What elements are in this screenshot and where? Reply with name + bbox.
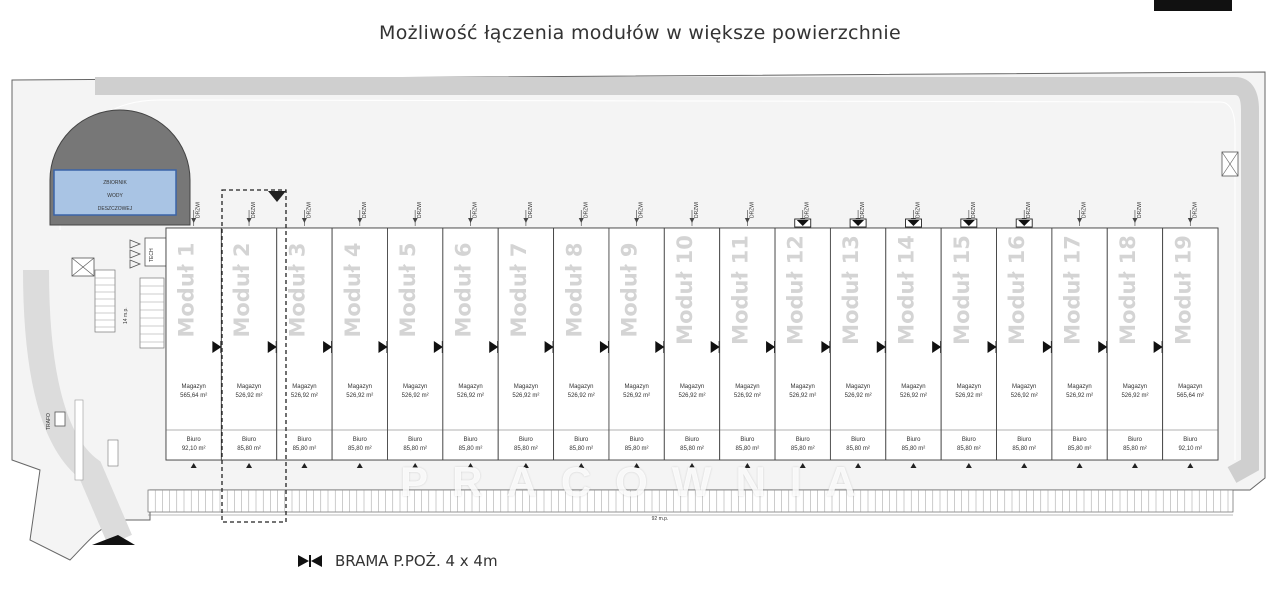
- tech-label: TECH: [149, 248, 155, 262]
- biuro-area: 85,80 m²: [569, 446, 594, 452]
- loading-dock-icon: [850, 219, 866, 227]
- page-title: Możliwość łączenia modułów w większe powierzchnie: [379, 22, 901, 44]
- biuro-label: Biuro: [463, 437, 478, 443]
- door-label: DRZWI: [638, 201, 645, 218]
- biuro-label: Biuro: [906, 437, 921, 443]
- magazyn-area: 526,92 m²: [789, 393, 817, 399]
- door-label: DRZWI: [1081, 201, 1088, 218]
- module-name: Moduł 1: [174, 242, 199, 338]
- tank-label-1: ZBIORNIK: [103, 180, 127, 186]
- door-label: DRZWI: [694, 201, 700, 218]
- biuro-area: 85,80 m²: [403, 446, 428, 452]
- trafo-box: [55, 412, 65, 426]
- magazyn-label: Magazyn: [402, 384, 428, 390]
- biuro-area: 85,80 m²: [1067, 446, 1092, 452]
- door-label: DRZWI: [417, 201, 424, 218]
- bottom-parking: [148, 490, 1233, 515]
- door-label: DRZWI: [970, 201, 977, 218]
- biuro-area: 85,80 m²: [846, 446, 870, 452]
- magazyn-label: Magazyn: [845, 384, 871, 390]
- biuro-label: Biuro: [961, 437, 976, 443]
- biuro-area: 85,80 m²: [237, 446, 261, 452]
- module-18: [1107, 202, 1171, 468]
- loading-dock-icon: [795, 219, 811, 227]
- magazyn-label: Magazyn: [1122, 384, 1148, 390]
- biuro-label: Biuro: [574, 437, 589, 443]
- biuro-area: 85,80 m²: [956, 446, 981, 452]
- module-2: [221, 202, 285, 468]
- magazyn-label: Magazyn: [624, 384, 649, 390]
- loading-dock-icon: [905, 219, 921, 227]
- magazyn-label: Magazyn: [181, 384, 206, 390]
- door-label: DRZWI: [195, 201, 202, 218]
- module-name: Moduł 5: [396, 242, 421, 338]
- module-name: Moduł 16: [1005, 235, 1030, 345]
- magazyn-label: Magazyn: [569, 384, 594, 390]
- biuro-label: Biuro: [1127, 437, 1142, 443]
- biuro-area: 85,80 m²: [790, 446, 815, 452]
- watermark: PRACOWNIA: [400, 458, 880, 505]
- magazyn-label: Magazyn: [790, 384, 815, 390]
- magazyn-area: 526,92 m²: [623, 393, 651, 399]
- biuro-area: 85,80 m²: [624, 446, 649, 452]
- module-name: Moduł 14: [894, 235, 919, 345]
- magazyn-area: 526,92 m²: [401, 393, 429, 399]
- legend-label: BRAMA P.POŻ. 4 x 4m: [335, 552, 498, 570]
- magazyn-area: 526,92 m²: [844, 393, 872, 399]
- trafo-label: TRAFO: [46, 413, 52, 430]
- magazyn-label: Magazyn: [735, 384, 760, 390]
- biuro-label: Biuro: [186, 437, 201, 443]
- door-label: DRZWI: [306, 201, 313, 218]
- module-6: [443, 202, 507, 468]
- module-12: [775, 202, 839, 468]
- biuro-area: 85,80 m²: [514, 446, 538, 452]
- module-name: Moduł 19: [1171, 235, 1196, 345]
- biuro-area: 92,10 m²: [1178, 446, 1203, 452]
- dim-bottom: 92 m.p.: [651, 516, 669, 522]
- magazyn-label: Magazyn: [458, 384, 483, 390]
- magazyn-label: Magazyn: [956, 384, 982, 390]
- magazyn-area: 565,64 m²: [180, 393, 208, 399]
- module-15: [941, 202, 1005, 468]
- module-13: [830, 202, 894, 468]
- biuro-label: Biuro: [352, 437, 367, 443]
- module-name: Moduł 3: [285, 242, 310, 338]
- module-4: [332, 202, 396, 468]
- magazyn-area: 526,92 m²: [235, 393, 263, 399]
- biuro-area: 85,80 m²: [292, 446, 317, 452]
- door-label: DRZWI: [804, 201, 811, 218]
- biuro-label: Biuro: [242, 437, 257, 443]
- biuro-label: Biuro: [297, 437, 312, 443]
- module-name: Moduł 15: [949, 235, 974, 345]
- door-label: DRZWI: [361, 201, 368, 218]
- magazyn-area: 526,92 m²: [1121, 393, 1149, 399]
- module-19: [1163, 202, 1218, 468]
- magazyn-area: 526,92 m²: [678, 393, 706, 399]
- module-name: Moduł 8: [562, 242, 587, 338]
- module-14: [886, 202, 950, 468]
- module-name: Moduł 13: [839, 235, 864, 345]
- biuro-area: 85,80 m²: [1012, 446, 1037, 452]
- biuro-area: 85,80 m²: [458, 446, 483, 452]
- module-name: Moduł 7: [506, 242, 531, 338]
- biuro-area: 85,80 m²: [680, 446, 704, 452]
- magazyn-area: 526,92 m²: [346, 393, 374, 399]
- magazyn-area: 526,92 m²: [512, 393, 540, 399]
- door-label: DRZWI: [1192, 201, 1199, 218]
- magazyn-label: Magazyn: [1178, 384, 1203, 390]
- magazyn-label: Magazyn: [1012, 384, 1037, 390]
- vehicle-icon: [108, 440, 118, 466]
- module-1: [166, 202, 230, 468]
- magazyn-label: Magazyn: [347, 384, 372, 390]
- loading-dock-icon: [961, 219, 977, 227]
- module-11: [720, 202, 784, 468]
- magazyn-label: Magazyn: [292, 384, 317, 390]
- biuro-label: Biuro: [684, 437, 700, 443]
- biuro-area: 85,80 m²: [901, 446, 926, 452]
- tank-label-2: WODY: [107, 193, 123, 199]
- fire-gate-icon: [297, 554, 323, 568]
- module-name: Moduł 18: [1115, 235, 1140, 345]
- biuro-area: 92,10 m²: [181, 446, 206, 452]
- biuro-area: 85,80 m²: [347, 446, 372, 452]
- magazyn-area: 526,92 m²: [457, 393, 485, 399]
- biuro-label: Biuro: [518, 437, 533, 443]
- magazyn-area: 526,92 m²: [899, 393, 927, 399]
- door-label: DRZWI: [251, 201, 258, 218]
- door-label: DRZWI: [472, 201, 479, 218]
- module-name: Moduł 17: [1060, 235, 1085, 345]
- module-5: [387, 202, 451, 468]
- magazyn-area: 526,92 m²: [1066, 393, 1094, 399]
- module-7: [498, 202, 562, 468]
- magazyn-area: 526,92 m²: [567, 393, 595, 399]
- door-label: DRZWI: [527, 201, 534, 218]
- modules-layer: [166, 202, 1218, 468]
- magazyn-label: Magazyn: [1067, 384, 1092, 390]
- tank-label-3: DESZCZOWEJ: [97, 206, 133, 212]
- dim-side: 14 m.p.: [123, 307, 129, 324]
- module-name: Moduł 4: [340, 242, 365, 338]
- door-label: DRZWI: [1026, 201, 1033, 218]
- module-name: Moduł 6: [451, 242, 476, 338]
- biuro-label: Biuro: [740, 437, 755, 443]
- legend: [297, 552, 498, 570]
- module-10: [664, 202, 728, 468]
- magazyn-label: Magazyn: [513, 384, 539, 390]
- door-label: DRZWI: [860, 201, 867, 218]
- magazyn-area: 565,64 m²: [1176, 393, 1204, 399]
- module-name: Moduł 11: [728, 235, 753, 345]
- biuro-label: Biuro: [795, 437, 810, 443]
- magazyn-label: Magazyn: [679, 384, 705, 390]
- biuro-label: Biuro: [629, 437, 644, 443]
- module-name: Moduł 12: [783, 235, 808, 345]
- module-8: [554, 202, 618, 468]
- module-name: Moduł 2: [230, 242, 255, 338]
- magazyn-area: 526,92 m²: [955, 393, 983, 399]
- magazyn-label: Magazyn: [901, 384, 926, 390]
- biuro-label: Biuro: [1183, 437, 1198, 443]
- biuro-label: Biuro: [408, 437, 423, 443]
- door-label: DRZWI: [915, 201, 922, 218]
- door-label: DRZWI: [1136, 201, 1143, 218]
- magazyn-label: Magazyn: [236, 384, 262, 390]
- module-name: Moduł 10: [673, 235, 697, 345]
- module-17: [1052, 202, 1116, 468]
- biuro-area: 85,80 m²: [735, 446, 760, 452]
- door-label: DRZWI: [583, 201, 590, 218]
- trafo-strip: [75, 400, 83, 480]
- magazyn-area: 526,92 m²: [1010, 393, 1038, 399]
- biuro-label: Biuro: [1017, 437, 1032, 443]
- loading-dock-icon: [1016, 219, 1032, 227]
- door-label: DRZWI: [749, 201, 756, 218]
- module-16: [997, 202, 1061, 468]
- module-9: [609, 202, 673, 468]
- module-name: Moduł 9: [617, 242, 642, 338]
- magazyn-area: 526,92 m²: [733, 393, 761, 399]
- magazyn-area: 526,92 m²: [290, 393, 318, 399]
- biuro-label: Biuro: [1072, 437, 1087, 443]
- biuro-label: Biuro: [851, 437, 866, 443]
- biuro-area: 85,80 m²: [1123, 446, 1147, 452]
